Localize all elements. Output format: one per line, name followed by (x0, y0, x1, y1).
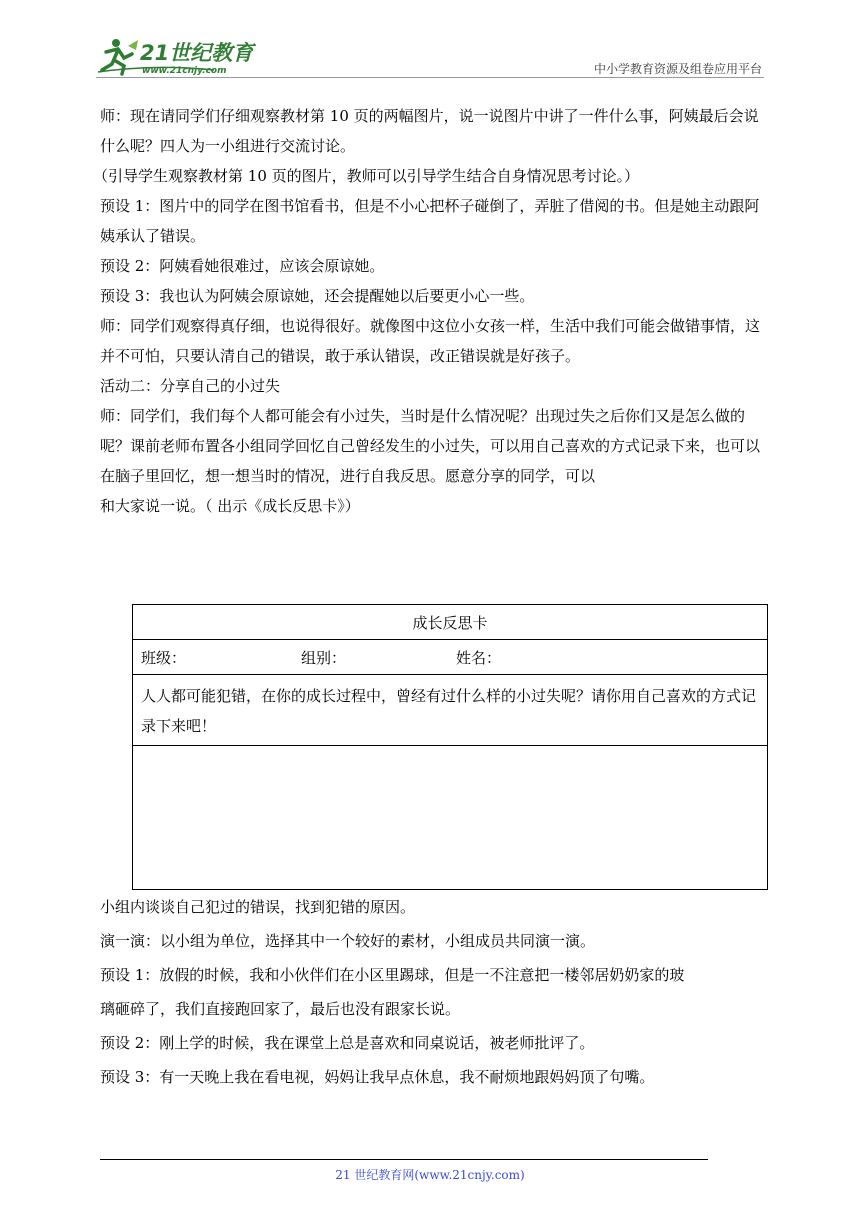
logo-url: www.21cnjy.com (142, 66, 227, 76)
body-text-top (93, 101, 768, 521)
name-label: 姓名： (456, 648, 502, 667)
paragraph: 小组内谈谈自己犯过的错误，找到犯错的原因。 (100, 898, 416, 916)
card-fields-row (133, 640, 768, 675)
paragraph: 预设 2：阿姨看她很难过，应该会原谅她。 (100, 257, 385, 275)
footer-divider (100, 1159, 708, 1160)
paragraph: （引导学生观察教材第 10 页的图片，教师可以引导学生结合自身情况思考讨论。） (93, 167, 640, 185)
card-title: 成长反思卡 (133, 605, 768, 640)
logo-text: 21世纪教育 (140, 41, 254, 65)
paragraph: 师：同学们，我们每个人都可能会有小过失，当时是什么情况呢？出现过失之后你们又是怎么做的呢？课前老师布置各小组同学回忆自己曾经发生的小过失，可以用自己喜欢的方式记录下来，也可以在脑子里回忆，想一想当时的情况，进行自我反思。愿意分享的同学，可以 (100, 407, 761, 485)
platform-name: 中小学教育资源及组卷应用平台 (593, 62, 762, 76)
paragraph: 预设 1：放假的时候，我和小伙伴们在小区里踢球，但是一不注意把一楼邻居奶奶家的玻 (100, 966, 685, 984)
header-divider (96, 77, 764, 78)
paragraph: 预设 2：刚上学的时候，我在课堂上总是喜欢和同桌说话，被老师批评了。 (100, 1034, 595, 1052)
footer-link[interactable]: 21 世纪教育网(www.21cnjy.com) (335, 1168, 525, 1182)
body-text-bottom (100, 890, 768, 1094)
paragraph: 璃砸碎了，我们直接跑回家了，最后也没有跟家长说。 (100, 1000, 461, 1018)
class-label: 班级： (141, 648, 187, 667)
page-header (0, 0, 860, 80)
reflection-card (132, 604, 768, 890)
card-writing-area (133, 746, 768, 890)
paragraph: 预设 1：图片中的同学在图书馆看书，但是不小心把杯子碰倒了，弄脏了借阅的书。但是她主动跟阿姨承认了错误。 (100, 197, 760, 245)
paragraph: 师：现在请同学们仔细观察教材第 10 页的两幅图片，说一说图片中讲了一件什么事，阿姨最后会说什么呢？四人为一小组进行交流讨论。 (100, 107, 759, 155)
card-prompt: 人人都可能犯错，在你的成长过程中，曾经有过什么样的小过失呢？请你用自己喜欢的方式记录下来吧！ (133, 675, 768, 746)
paragraph: 和大家说一说。（ 出示《成长反思卡》） (100, 497, 360, 515)
section-heading: 活动二：分享自己的小过失 (100, 377, 281, 395)
paragraph: 师：同学们观察得真仔细，也说得很好。就像图中这位小女孩一样，生活中我们可能会做错事情，这并不可怕，只要认清自己的错误，敢于承认错误，改正错误就是好孩子。 (100, 317, 761, 365)
paragraph: 预设 3：我也认为阿姨会原谅她，还会提醒她以后要更小心一些。 (100, 287, 535, 305)
paragraph: 演一演：以小组为单位，选择其中一个较好的素材，小组成员共同演一演。 (100, 932, 596, 950)
logo-21cnjy (94, 36, 264, 78)
paragraph: 预设 3：有一天晚上我在看电视，妈妈让我早点休息，我不耐烦地跟妈妈顶了句嘴。 (100, 1068, 655, 1086)
group-label: 组别： (301, 648, 347, 667)
